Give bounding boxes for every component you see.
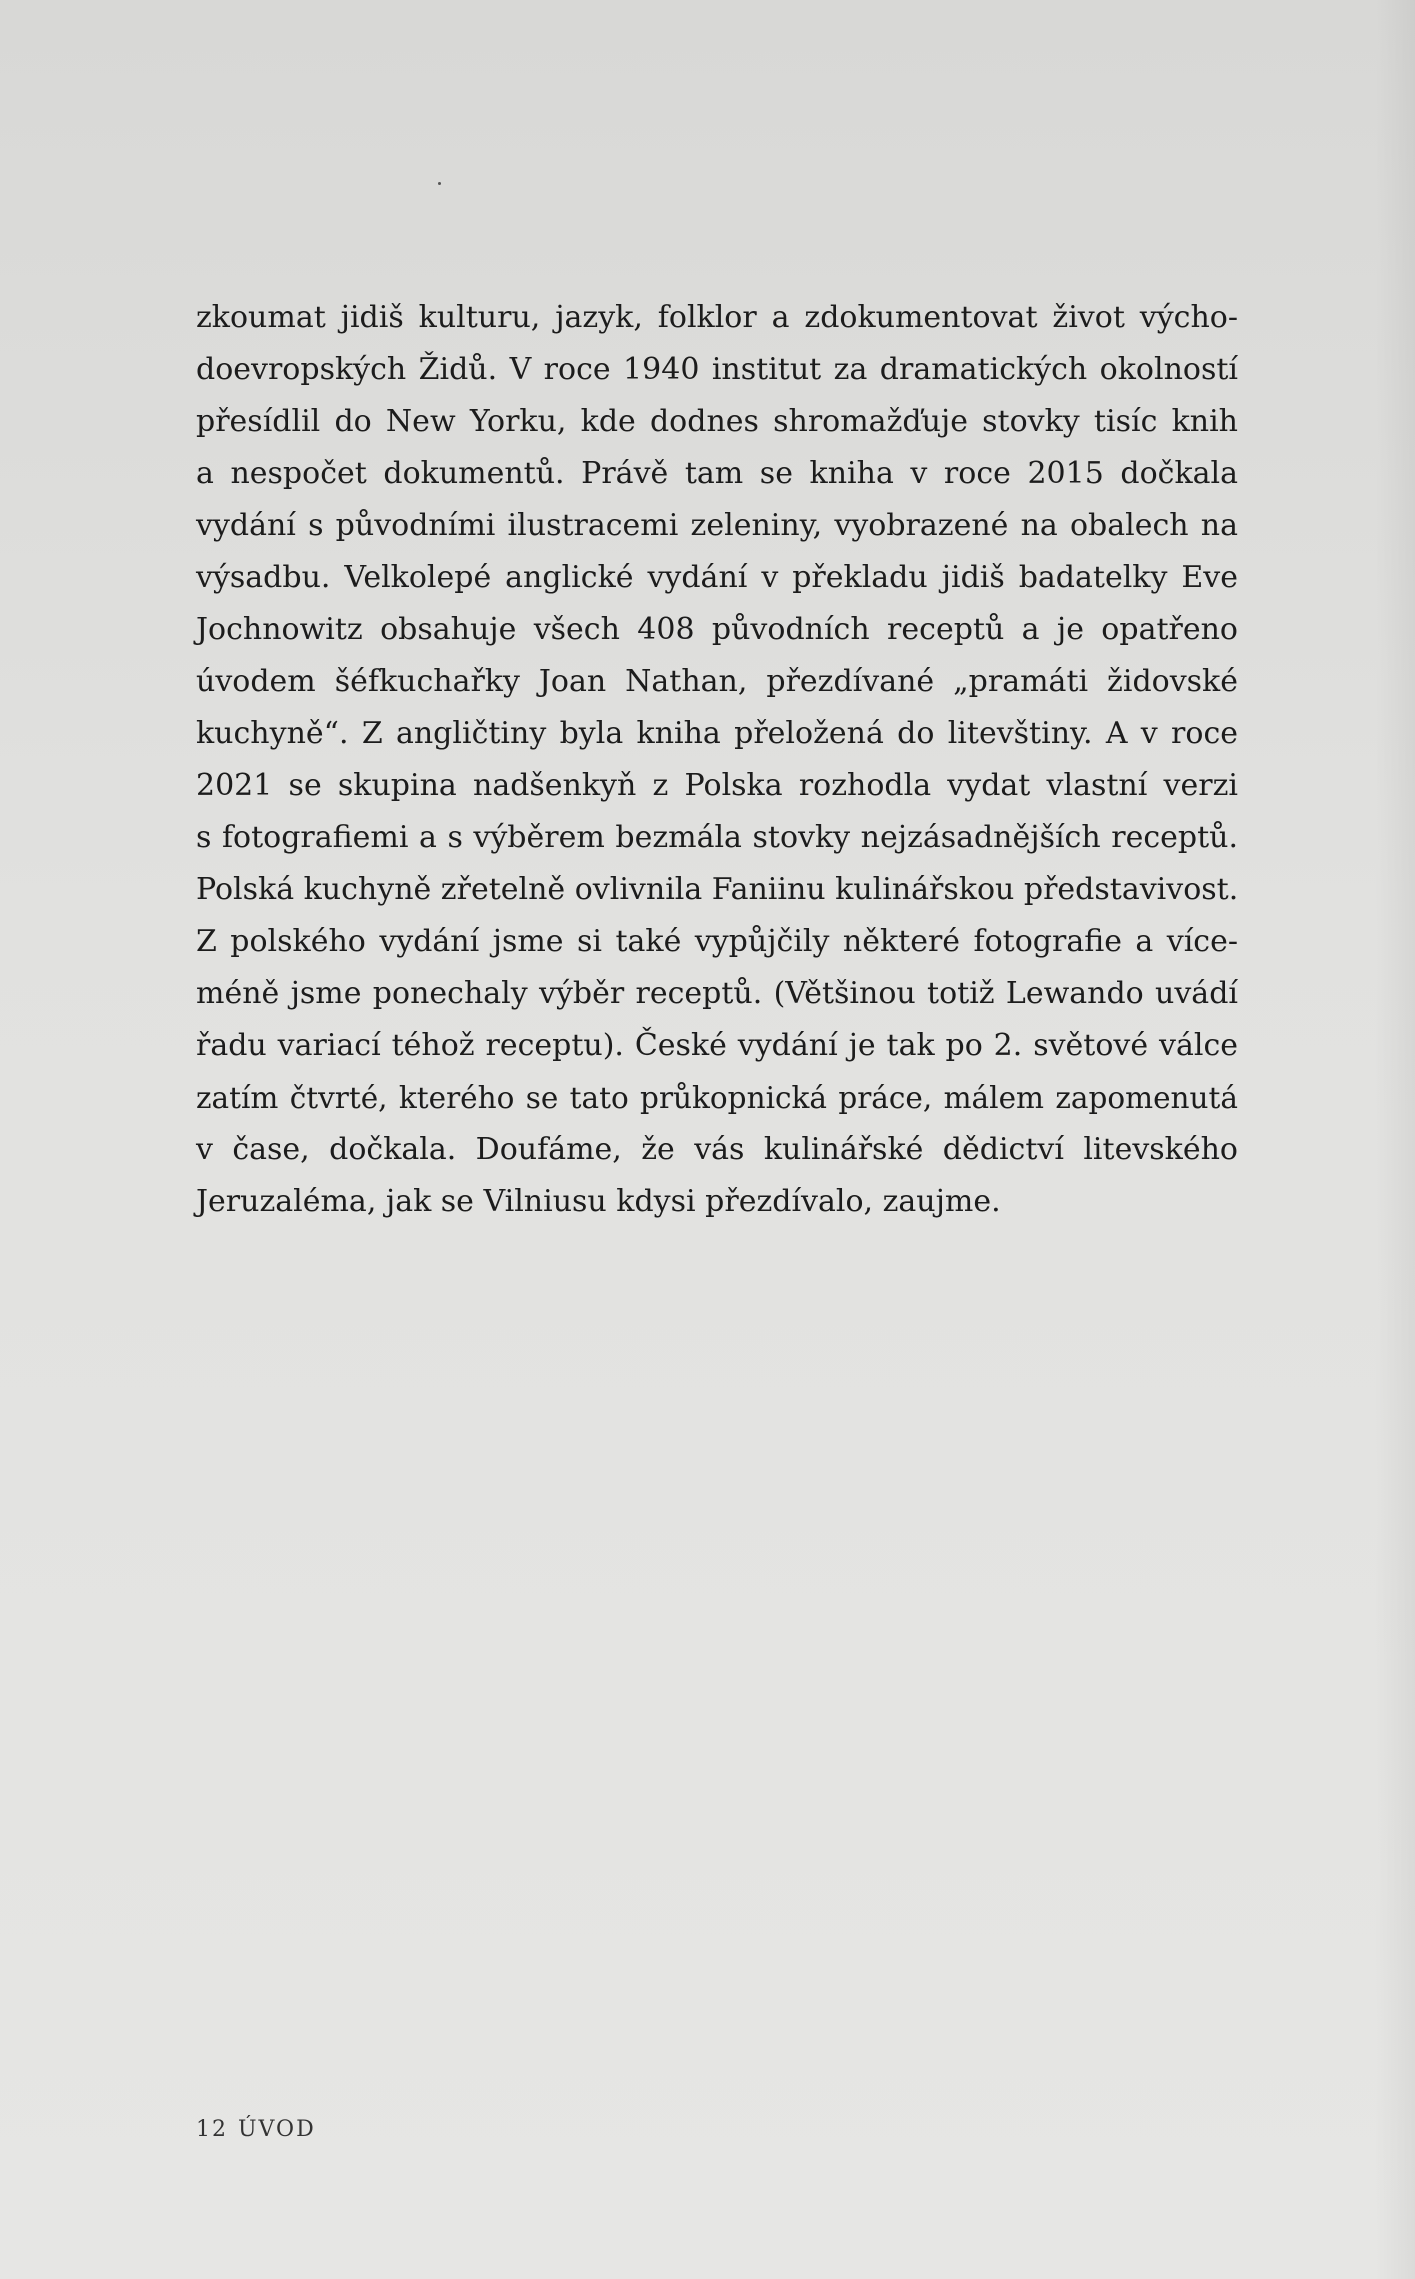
page-footer <box>196 2117 326 2142</box>
text-line: kuchyně“. Z angličtiny byla kniha přeložená do litevštiny. A v roce <box>196 716 1238 751</box>
text-line: Z polského vydání jsme si také vypůjčily některé fotografie a více- <box>196 924 1238 959</box>
page-edge-shadow <box>1375 0 1415 2279</box>
text-line: zatím čtvrté, kterého se tato průkopnická práce, málem zapomenutá <box>196 1081 1238 1115</box>
body-paragraph <box>196 292 1238 1228</box>
text-line: řadu variací téhož receptu). České vydání je tak po 2. světové válce <box>196 1028 1238 1063</box>
paper-speck <box>438 182 441 185</box>
text-line: doevropských Židů. V roce 1940 institut za dramatických okolností <box>196 352 1238 387</box>
text-line: a nespočet dokumentů. Právě tam se kniha v roce 2015 dočkala <box>196 456 1238 491</box>
text-line: Jochnowitz obsahuje všech 408 původních receptů a je opatřeno <box>196 612 1238 647</box>
text-line: 2021 se skupina nadšenkyň z Polska rozhodla vydat vlastní verzi <box>196 768 1238 803</box>
text-line: vydání s původními ilustracemi zeleniny, vyobrazené na obalech na <box>196 508 1238 543</box>
text-line: v čase, dočkala. Doufáme, že vás kulinářské dědictví litevského <box>196 1132 1238 1167</box>
text-line: úvodem šéfkuchařky Joan Nathan, přezdívané „pramáti židovské <box>196 664 1238 699</box>
section-title: ÚVOD <box>238 2117 316 2142</box>
page-number: 12 <box>196 2117 228 2142</box>
text-line: Polská kuchyně zřetelně ovlivnila Faniinu kulinářskou představivost. <box>196 872 1239 907</box>
text-line: méně jsme ponechaly výběr receptů. (Většinou totiž Lewando uvádí <box>196 976 1238 1011</box>
text-line: s fotografiemi a s výběrem bezmála stovky nejzásadnějších receptů. <box>196 820 1238 855</box>
text-line: přesídlil do New Yorku, kde dodnes shromažďuje stovky tisíc knih <box>196 404 1238 439</box>
text-line: zkoumat jidiš kulturu, jazyk, folklor a zdokumentovat život výcho- <box>196 300 1238 335</box>
text-line: výsadbu. Velkolepé anglické vydání v překladu jidiš badatelky Eve <box>196 560 1238 595</box>
text-line-last: Jeruzaléma, jak se Vilniusu kdysi přezdívalo, zaujme. <box>196 1184 1001 1219</box>
